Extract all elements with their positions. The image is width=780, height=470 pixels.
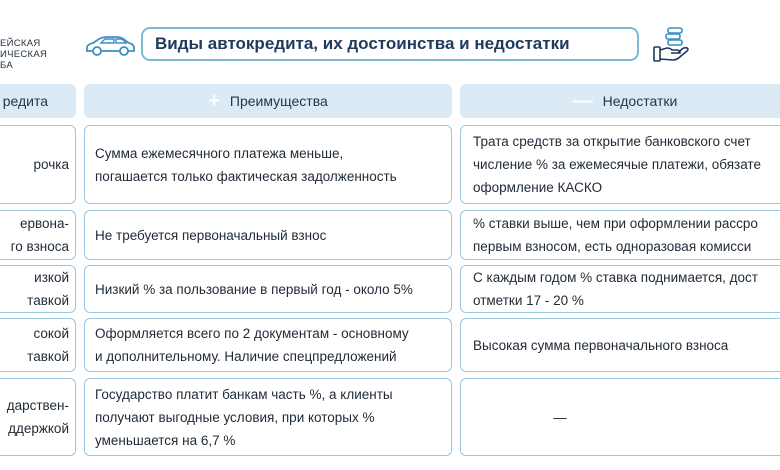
table-row-2-cons (460, 265, 780, 313)
table-row-2-pros (84, 265, 452, 313)
minus-icon: — (572, 90, 593, 112)
table-row-4-cons (460, 378, 780, 456)
page-title (141, 27, 639, 61)
car-icon (84, 34, 136, 58)
row-type-text: дарствен- ддержкой (6, 398, 69, 436)
row-cons-text: Трата средств за открытие банковского счет числение % за ежемесячые платежи, обязате оформление КАСКО (473, 134, 761, 195)
row-pros-text: Государство платит банкам часть %, а клиенты получают выгодные условия, при которых % уменьшается на 6,7 % (95, 386, 393, 448)
header-type-label: редита (2, 93, 48, 109)
header-pros-label: Преимущества (229, 93, 328, 109)
row-type-text: рочка (33, 157, 69, 172)
row-pros-text: Оформляется всего по 2 документам - основному и дополнительному. Наличие спецпредложений (95, 326, 409, 364)
hand-coins-icon (651, 25, 691, 65)
header-pros (84, 84, 452, 118)
table-row-2-type (0, 265, 76, 313)
row-pros-text: Сумма ежемесячного платежа меньше, погашается только фактическая задолженность (95, 145, 397, 184)
header-cons (460, 84, 780, 118)
table-row-4-type (0, 378, 76, 456)
row-pros-text: Не требуется первоначальный взнос (95, 227, 327, 243)
row-cons-text: % ставки выше, чем при оформлении рассро первым взносом, есть одноразовая комисси (473, 216, 758, 254)
table-row-3-pros (84, 318, 452, 372)
row-cons-text: С каждым годом % ставка поднимается, дост отметки 17 - 20 % (473, 270, 758, 308)
page-title-text: Виды автокредита, их достоинства и недостатки (155, 34, 570, 53)
header-type (0, 84, 76, 118)
table-row-0-cons (460, 125, 780, 204)
row-cons-text: — (553, 409, 567, 425)
table-row-1-cons (460, 210, 780, 260)
row-type-text: сокой тавкой (27, 326, 69, 364)
table-row-4-pros (84, 378, 452, 456)
table-row-3-type (0, 318, 76, 372)
header-cons-label: Недостатки (602, 93, 678, 109)
table-row-0-type (0, 125, 76, 204)
logo-text: ЕЙСКАЯ ИЧЕСКАЯ БА (0, 38, 48, 71)
row-type-text: ервона- го взноса (10, 216, 69, 254)
table-row-1-type (0, 210, 76, 260)
table-row-3-cons (460, 318, 780, 372)
table-row-0-pros (84, 125, 452, 204)
plus-icon: + (208, 90, 220, 112)
table-row-1-pros (84, 210, 452, 260)
row-cons-text: Высокая сумма первоначального взноса (473, 337, 729, 353)
row-pros-text: Низкий % за пользование в первый год - около 5% (95, 281, 413, 297)
row-type-text: изкой тавкой (27, 270, 69, 308)
